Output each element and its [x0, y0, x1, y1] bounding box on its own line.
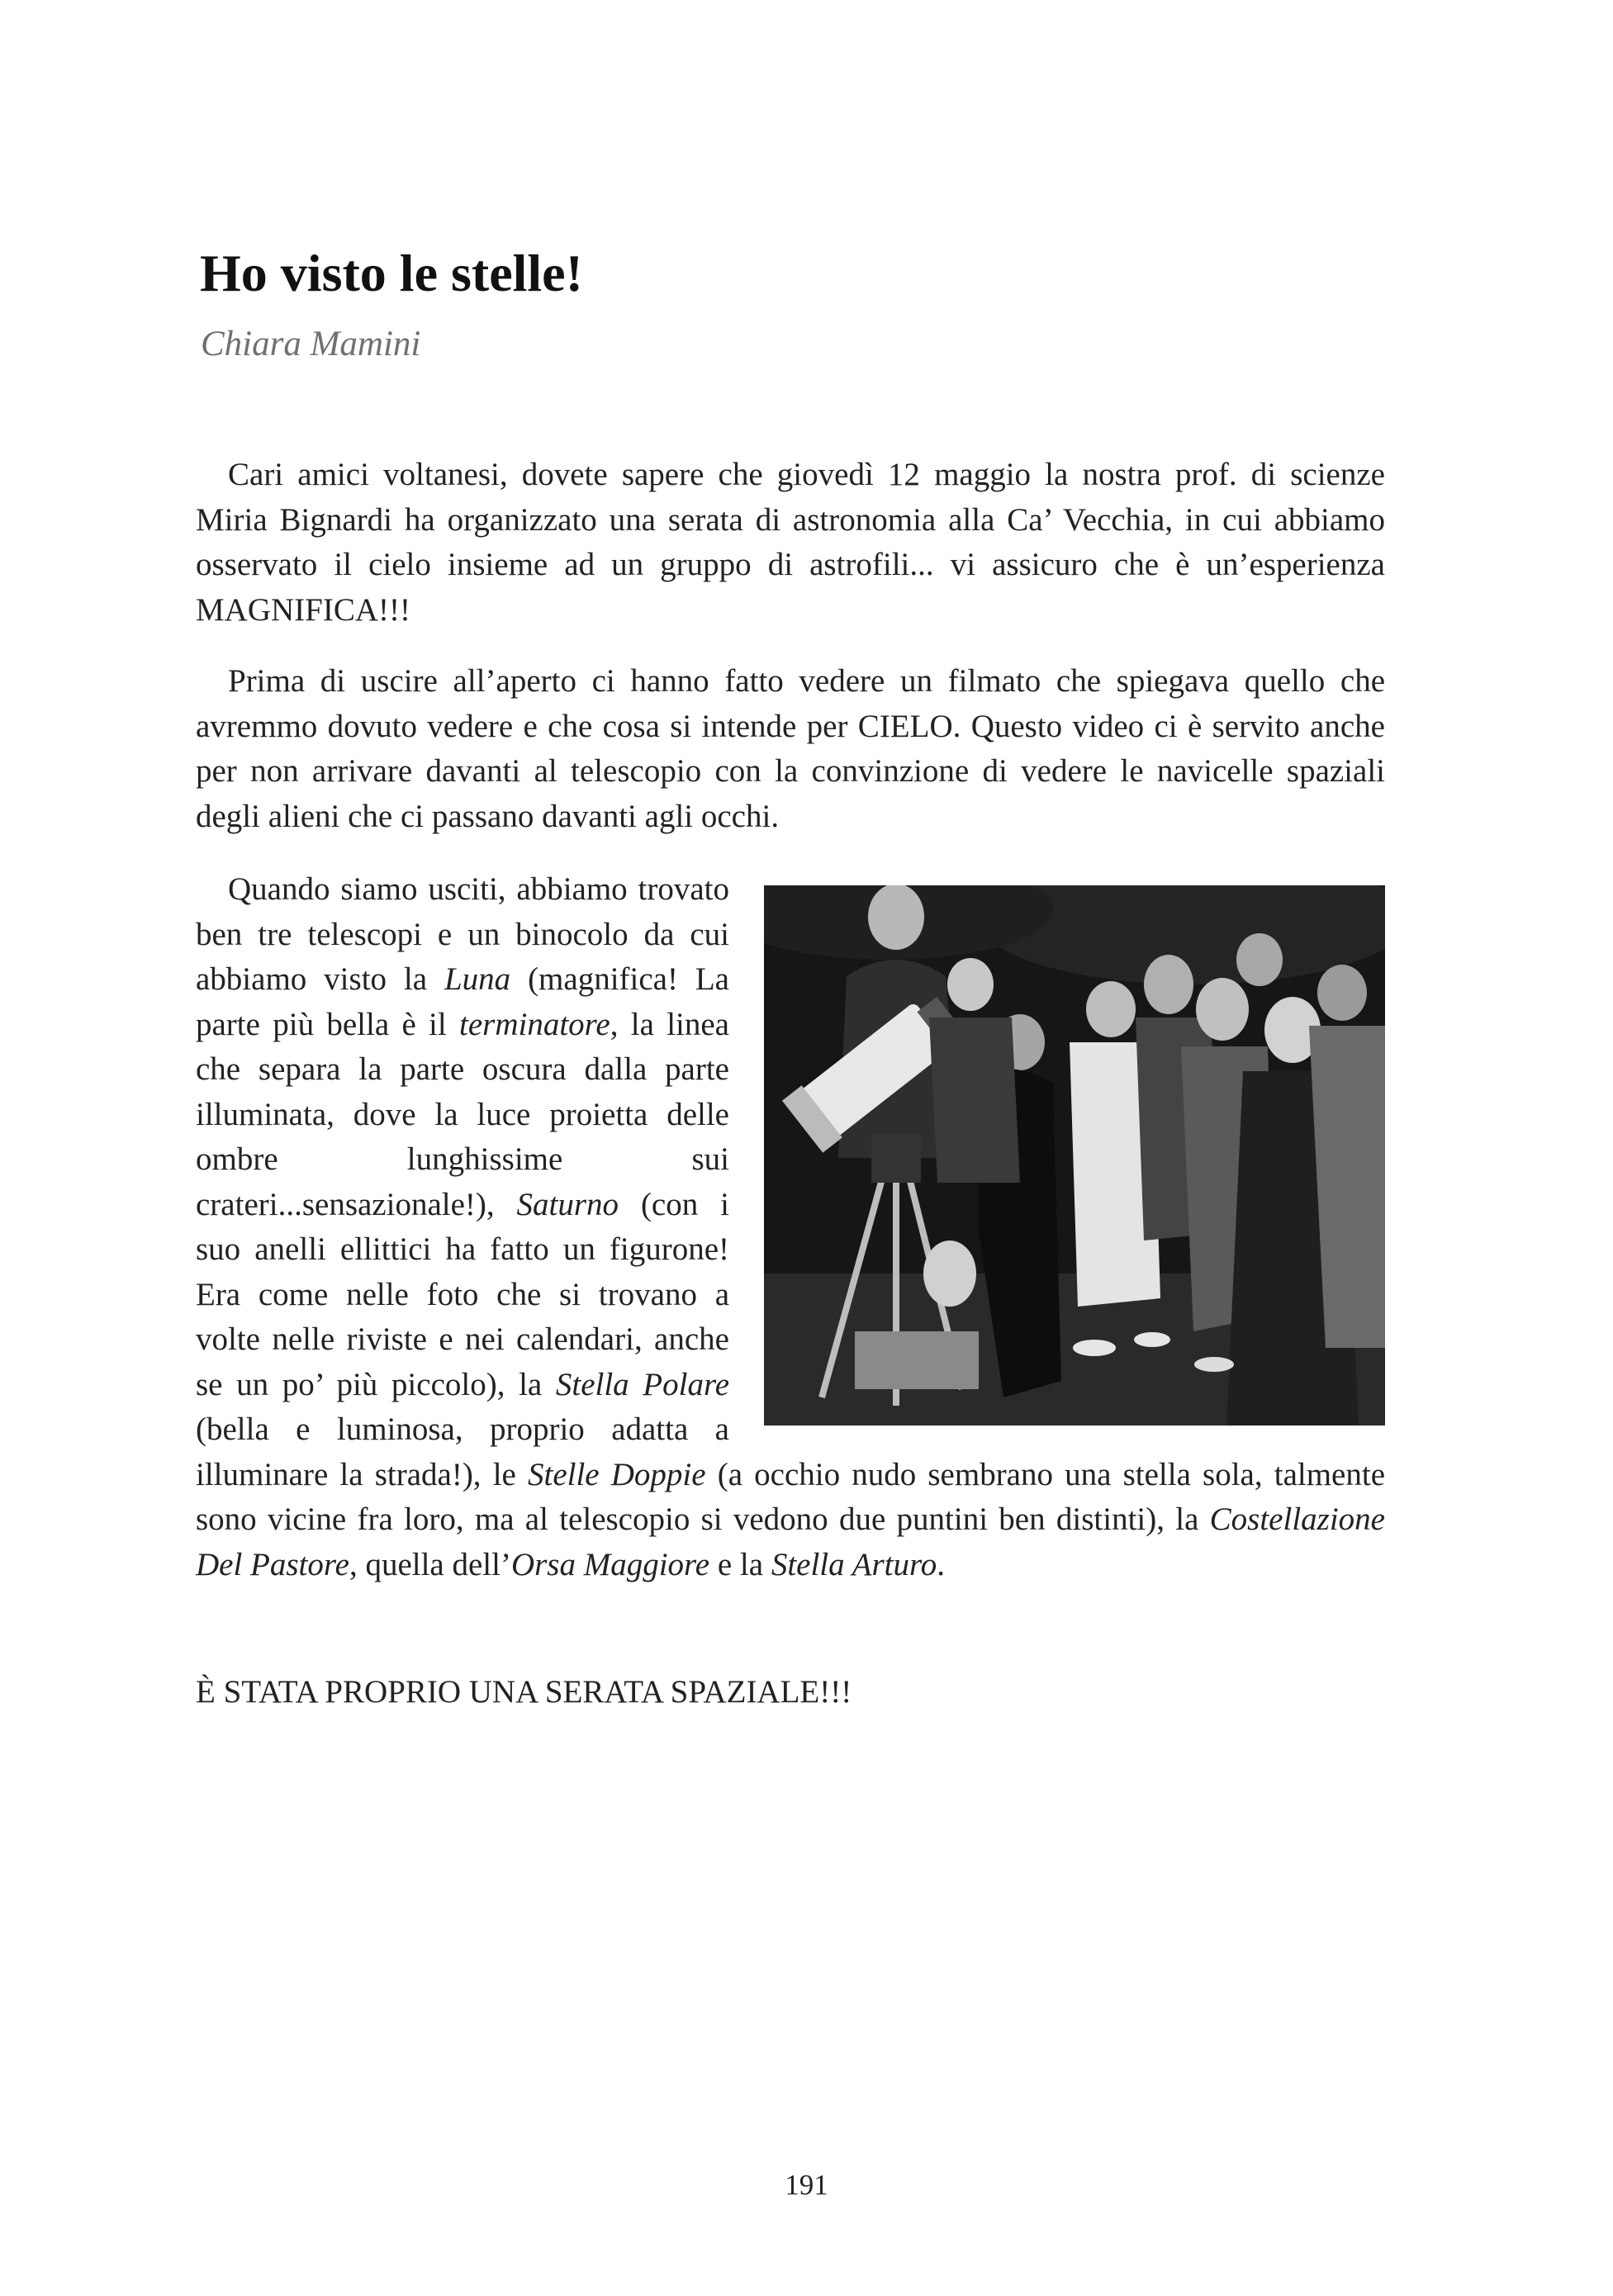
term-terminatore: terminatore: [459, 1006, 610, 1042]
term-stelle-doppie: Stelle Doppie: [527, 1456, 706, 1492]
term-saturno: Saturno: [516, 1186, 619, 1222]
paragraph-video: Prima di uscire all’aperto ci hanno fatto vedere un filmato che spiegava quello che avremmo dovuto vedere e che cosa si intende per CIELO. Questo video ci è servito anche per non arrivare davanti al telescopio con la convinzione di vedere le navicelle spaziali degli alieni che ci passano davanti agli occhi.: [196, 663, 1385, 834]
term-stella-polare: Stella Polare: [555, 1366, 730, 1402]
term-orsa-maggiore: Orsa Maggiore: [510, 1546, 710, 1582]
text-segment: (con i suo anelli ellittici ha fatto un figurone! Era come nelle foto che si trovano a volte nelle riviste e nei calendari, anche se un po’ più piccolo), la: [196, 1186, 729, 1402]
page-number: 191: [785, 2169, 828, 2201]
term-stella-arturo: Stella Arturo: [771, 1546, 937, 1582]
photo-image: [764, 885, 1385, 1426]
article-author: Chiara Mamini: [201, 325, 421, 363]
text-segment: , la linea che separa la parte oscura dalla parte illuminata, dove la luce proietta delle ombre lunghissime sui crateri...sensazionale!),: [196, 1006, 729, 1222]
paragraph-intro: Cari amici voltanesi, dovete sapere che giovedì 12 maggio la nostra prof. di scienze Miria Bignardi ha organizzato una serata di astronomia alla Ca’ Vecchia, in cui abbiamo osservato il cielo insieme ad un gruppo di astrofili... vi assicuro che è un’esperienza MAGNIFICA!!!: [196, 457, 1385, 628]
text-segment: e la: [709, 1546, 771, 1582]
text-segment: Quando siamo usciti, abbiamo trovato ben tre telescopi e un binocolo da cui abbiamo visto la: [196, 871, 729, 997]
paragraph-closing: È STATA PROPRIO UNA SERATA SPAZIALE!!!: [196, 1674, 852, 1710]
term-luna: Luna: [444, 961, 511, 997]
text-segment: (bella e luminosa, proprio adatta a illuminare la strada!), le: [196, 1411, 729, 1492]
text-segment: , quella dell’: [349, 1546, 511, 1582]
text-segment: (magnifica! La parte più bella è il: [196, 961, 729, 1042]
telescope-group-photo: [764, 885, 1385, 1426]
article-title: Ho visto le stelle!: [200, 244, 583, 302]
term-costellazione-del-pastore: Costellazione Del Pastore: [196, 1501, 1385, 1582]
text-segment: .: [937, 1546, 945, 1582]
text-segment: (a occhio nudo sembrano una stella sola, talmente sono vicine fra loro, ma al telescopio si vedono due puntini ben distinti), la: [196, 1456, 1385, 1537]
paragraph-observations: [196, 867, 1385, 1587]
